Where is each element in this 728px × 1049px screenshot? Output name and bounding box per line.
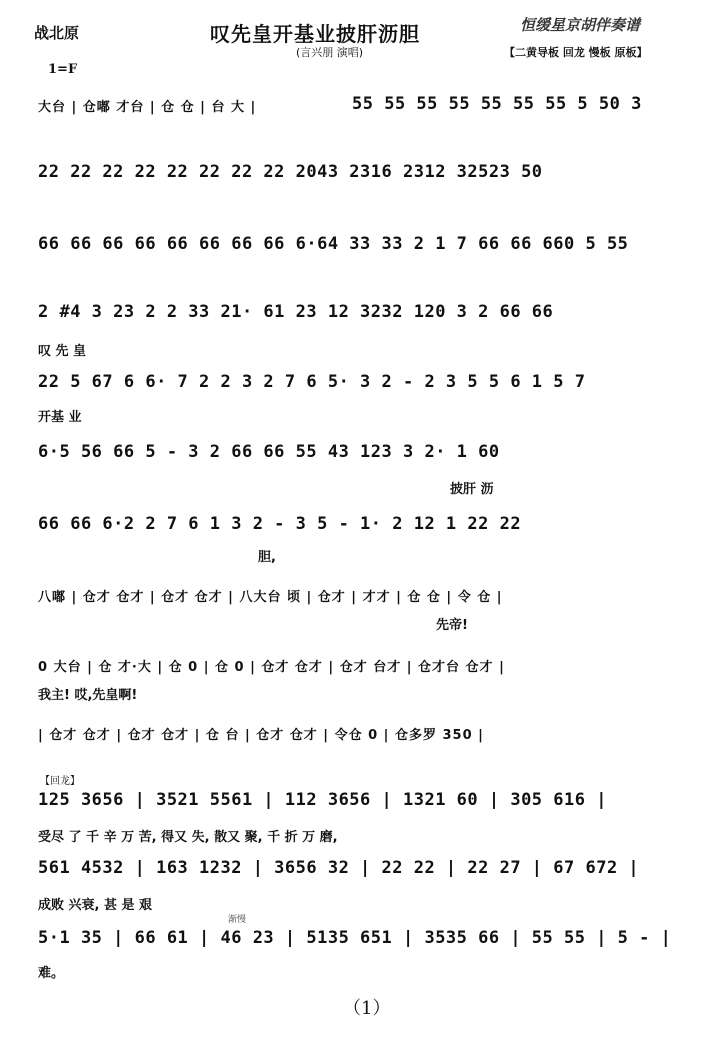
- tempo-hint: 渐慢: [228, 915, 247, 925]
- percussion-line: 八嘟 | 仓才 仓才 | 仓才 仓才 | 八大台 顷 | 仓才 | 才才 | 仓 仓 | 令 仓 |: [38, 590, 503, 605]
- mode-label: 【二黄导板 回龙 慢板 原板】: [504, 46, 648, 59]
- notation-line: 22 22 22 22 22 22 22 22 2043 2316 2312 32523 50: [38, 162, 543, 182]
- lyric-line: 开基 业: [38, 410, 82, 425]
- notation-line: 66 66 6·2 2 7 6 1 3 2 - 3 5 - 1· 2 12 1 22 22: [38, 514, 522, 534]
- lyric-line: 难。: [38, 966, 65, 981]
- lyric-line: 披肝 沥: [450, 482, 494, 497]
- lyric-line: 我主! 哎,先皇啊!: [38, 688, 138, 703]
- opera-name: 战北原: [34, 24, 80, 42]
- performer-credit: (言兴朋 演唱): [296, 46, 364, 59]
- lyric-line: 叹 先 皇: [38, 344, 87, 359]
- notation-line: 5·1 35 | 66 61 | 46 23 | 5135 651 | 3535 66 | 55 55 | 5 - |: [38, 928, 672, 948]
- notation-line: 561 4532 | 163 1232 | 3656 32 | 22 22 | 22 27 | 67 672 |: [38, 858, 640, 878]
- notation-line: 22 5 67 6 6· 7 2 2 3 2 7 6 5· 3 2 - 2 3 5 5 6 1 5 7: [38, 372, 586, 392]
- notation-line: 55 55 55 55 55 55 55 5 50 3: [352, 94, 642, 114]
- notation-line: 125 3656 | 3521 5561 | 112 3656 | 1321 60 | 305 616 |: [38, 790, 607, 810]
- lyric-line: 受尽 了 千 辛 万 苦, 得又 失, 散又 聚, 千 折 万 磨,: [38, 830, 338, 845]
- percussion-line: 大台 | 仓嘟 才台 | 仓 仓 | 台 大 |: [38, 100, 257, 115]
- lyric-line: 先帝!: [436, 618, 468, 633]
- lyric-line: 胆,: [258, 550, 276, 565]
- source-watermark: 恒缓星京胡伴奏谱: [520, 16, 641, 34]
- notation-line: 2 #4 3 23 2 2 33 21· 61 23 12 3232 120 3 2 66 66: [38, 302, 554, 322]
- page-number: （1）: [343, 998, 391, 1019]
- notation-line: 66 66 66 66 66 66 66 66 6·64 33 33 2 1 7 66 66 660 5 55: [38, 234, 629, 254]
- notation-line: 6·5 56 66 5 - 3 2 66 66 55 43 123 3 2· 1 60: [38, 442, 500, 462]
- page-title: 叹先皇开基业披肝沥胆: [210, 22, 420, 46]
- percussion-line: | 仓才 仓才 | 仓才 仓才 | 仓 台 | 仓才 仓才 | 令仓 0 | 仓多罗 350 |: [38, 728, 484, 743]
- section-label: 【回龙】: [40, 776, 80, 787]
- key-signature: 1=F: [48, 62, 78, 77]
- percussion-line: 0 大台 | 仓 才·大 | 仓 0 | 仓 0 | 仓才 仓才 | 仓才 台才 | 仓才台 仓才 |: [38, 660, 505, 675]
- lyric-line: 成败 兴衰, 甚 是 艰: [38, 898, 153, 913]
